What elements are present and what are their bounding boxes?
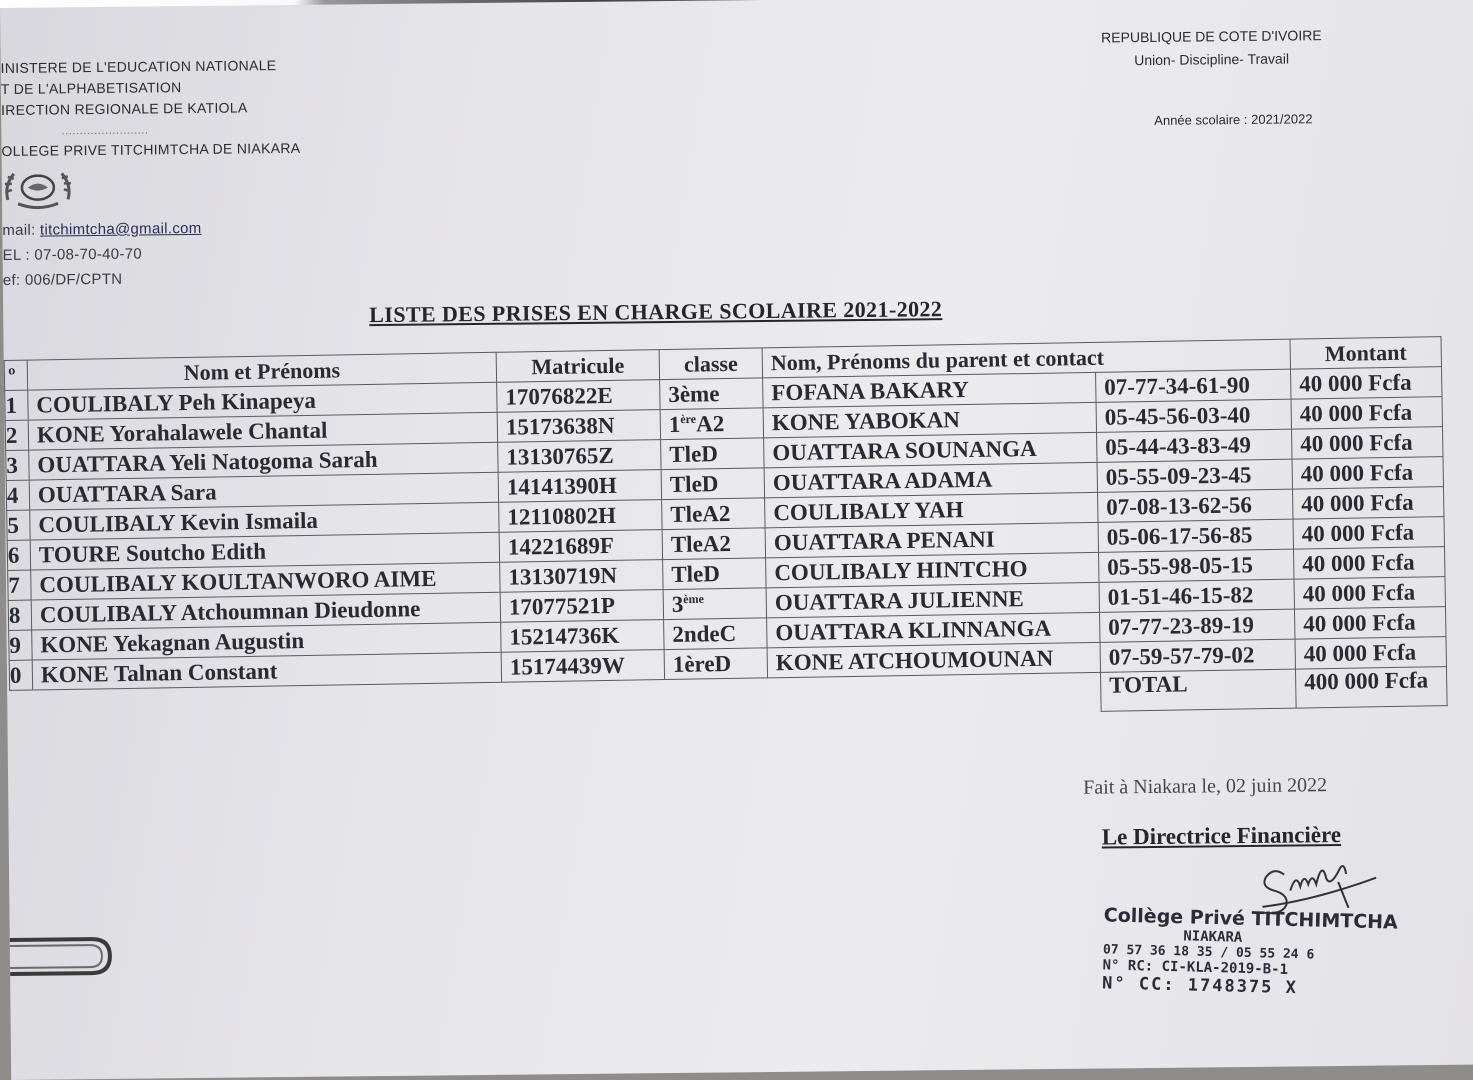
header-matricule: Matricule xyxy=(496,350,659,383)
dotted-separator: ........................ xyxy=(61,122,149,138)
classe-base: 3 xyxy=(671,591,684,617)
row-num: 7 xyxy=(8,570,31,600)
matricule: 15214736K xyxy=(501,620,664,653)
row-num: 8 xyxy=(8,600,31,630)
classe-base: 1 xyxy=(668,411,681,437)
row-num: 3 xyxy=(6,450,29,480)
matricule: 17077521P xyxy=(500,590,663,623)
ministry-line-2: T DE L'ALPHABETISATION xyxy=(0,79,182,97)
montant: 40 000 Fcfa xyxy=(1295,637,1446,669)
stamp-phone: 07 57 36 18 35 / 05 55 24 6 xyxy=(1102,942,1315,963)
parent-name: KONE YABOKAN xyxy=(763,402,1096,438)
reference: ef: 006/DF/CPTN xyxy=(2,270,123,289)
parent-contact: 07-77-34-61-90 xyxy=(1096,369,1291,402)
parent-name: COULIBALY HINTCHO xyxy=(766,552,1099,588)
student-name: TOURE Soutcho Edith xyxy=(30,532,499,570)
student-name: COULIBALY Atchoumnan Dieudonne xyxy=(31,592,500,630)
montant: 40 000 Fcfa xyxy=(1291,367,1442,399)
classe: TleD xyxy=(661,468,764,500)
classe: TleD xyxy=(661,438,764,470)
classe xyxy=(663,588,766,620)
row-num: 0 xyxy=(9,660,32,690)
parent-name: KONE ATCHOUMOUNAN xyxy=(767,642,1100,678)
email-link[interactable]: titchimtcha@gmail.com xyxy=(39,219,202,239)
parent-contact: 05-55-98-05-15 xyxy=(1099,549,1294,582)
parent-contact: 05-06-17-56-85 xyxy=(1098,519,1293,552)
montant: 40 000 Fcfa xyxy=(1294,607,1445,639)
montant: 40 000 Fcfa xyxy=(1294,577,1445,609)
total-label: TOTAL xyxy=(1101,669,1297,711)
total-value: 400 000 Fcfa xyxy=(1295,667,1447,708)
classe: TleA2 xyxy=(662,528,765,560)
matricule: 12110802H xyxy=(499,500,662,533)
ministry-line-1: INISTERE DE L'EDUCATION NATIONALE xyxy=(0,57,277,76)
student-name: KONE Yorahalawele Chantal xyxy=(28,412,497,450)
row-num: 4 xyxy=(6,480,29,510)
republic-name: REPUBLIQUE DE COTE D'IVOIRE xyxy=(1101,27,1322,46)
header-classe: classe xyxy=(659,348,762,380)
student-name: COULIBALY KOULTANWORO AIME xyxy=(31,562,500,600)
matricule: 15173638N xyxy=(497,410,660,443)
email-line xyxy=(2,215,301,243)
stamp-cc-number: N° CC: 1748375 X xyxy=(1101,973,1299,999)
classe: 2ndeC xyxy=(664,618,767,650)
header-montant: Montant xyxy=(1290,337,1441,369)
parent-name: OUATTARA PENANI xyxy=(765,522,1098,558)
header-left xyxy=(1,55,302,293)
montant: 40 000 Fcfa xyxy=(1291,397,1442,429)
row-num: 1 xyxy=(5,390,28,420)
header-parent: Nom, Prénoms du parent et contact xyxy=(762,339,1290,378)
classe: TleA2 xyxy=(662,498,765,530)
classe: TleD xyxy=(663,558,766,590)
email-label: mail: xyxy=(2,221,36,239)
student-name: OUATTARA Sara xyxy=(29,472,498,510)
matricule: 15174439W xyxy=(501,650,664,683)
row-num: 2 xyxy=(5,420,28,450)
place-date: Fait à Niakara le, 02 juin 2022 xyxy=(1083,774,1328,799)
header-name: Nom et Prénoms xyxy=(27,352,496,390)
classe-superscript: ème xyxy=(683,591,705,606)
paperclip-icon xyxy=(10,933,114,980)
classe: 3ème xyxy=(660,378,763,410)
parent-contact: 05-44-43-83-49 xyxy=(1097,429,1292,462)
students-table xyxy=(4,336,1448,730)
classe-superscript: ère xyxy=(680,411,697,426)
parent-name: FOFANA BAKARY xyxy=(763,372,1096,408)
school-stamp xyxy=(1102,904,1398,1000)
school-crest-icon xyxy=(2,165,74,210)
stamp-school-name: Collège Privé TITCHIMTCHA xyxy=(1103,904,1399,934)
student-name: OUATTARA Yeli Natogoma Sarah xyxy=(29,442,498,480)
stamp-rc-number: N° RC: CI-KLA-2019-B-1 xyxy=(1102,957,1289,978)
header-right xyxy=(1080,24,1342,73)
matricule: 14141390H xyxy=(498,470,661,503)
parent-name: OUATTARA JULIENNE xyxy=(766,582,1099,618)
parent-name: OUATTARA KLINNANGA xyxy=(767,612,1100,648)
montant: 40 000 Fcfa xyxy=(1292,457,1443,489)
montant: 40 000 Fcfa xyxy=(1292,427,1443,459)
stamp-city: NIAKARA xyxy=(1183,928,1243,946)
matricule: 14221689F xyxy=(499,530,662,563)
parent-contact: 07-77-23-89-19 xyxy=(1100,609,1295,642)
montant: 40 000 Fcfa xyxy=(1293,487,1444,519)
parent-name: OUATTARA SOUNANGA xyxy=(764,432,1097,468)
signatory-title: Le Directrice Financière xyxy=(1101,822,1342,850)
national-motto: Union- Discipline- Travail xyxy=(1134,50,1290,69)
classe: 1èreD xyxy=(664,648,767,680)
row-num: 5 xyxy=(7,510,30,540)
college-name: OLLEGE PRIVE TITCHIMTCHA DE NIAKARA xyxy=(1,139,301,159)
parent-name: OUATTARA ADAMA xyxy=(764,462,1097,498)
header-num: º xyxy=(4,360,27,390)
matricule: 13130765Z xyxy=(498,440,661,473)
parent-contact: 05-45-56-03-40 xyxy=(1096,399,1291,432)
montant: 40 000 Fcfa xyxy=(1293,547,1444,579)
matricule: 17076822E xyxy=(497,380,660,413)
student-name: KONE Yekagnan Augustin xyxy=(32,622,501,660)
row-num: 9 xyxy=(9,630,32,660)
student-name: KONE Talnan Constant xyxy=(32,652,501,690)
parent-contact: 07-08-13-62-56 xyxy=(1098,489,1293,522)
matricule: 13130719N xyxy=(500,560,663,593)
row-num: 6 xyxy=(7,540,30,570)
regional-direction: IRECTION REGIONALE DE KATIOLA xyxy=(0,99,248,118)
telephone: EL : 07-08-70-40-70 xyxy=(2,245,143,264)
document-title: LISTE DES PRISES EN CHARGE SCOLAIRE 2021-2022 xyxy=(369,296,943,328)
montant: 40 000 Fcfa xyxy=(1293,517,1444,549)
classe-suffix: A2 xyxy=(695,410,725,437)
parent-contact: 07-59-57-79-02 xyxy=(1100,639,1295,672)
student-name: COULIBALY Kevin Ismaila xyxy=(30,502,499,540)
parent-contact: 01-51-46-15-82 xyxy=(1099,579,1294,612)
student-name: COULIBALY Peh Kinapeya xyxy=(28,382,497,420)
school-year: Année scolaire : 2021/2022 xyxy=(1154,111,1313,128)
parent-name: COULIBALY YAH xyxy=(765,492,1098,528)
classe xyxy=(660,408,763,440)
parent-contact: 05-55-09-23-45 xyxy=(1097,459,1292,492)
